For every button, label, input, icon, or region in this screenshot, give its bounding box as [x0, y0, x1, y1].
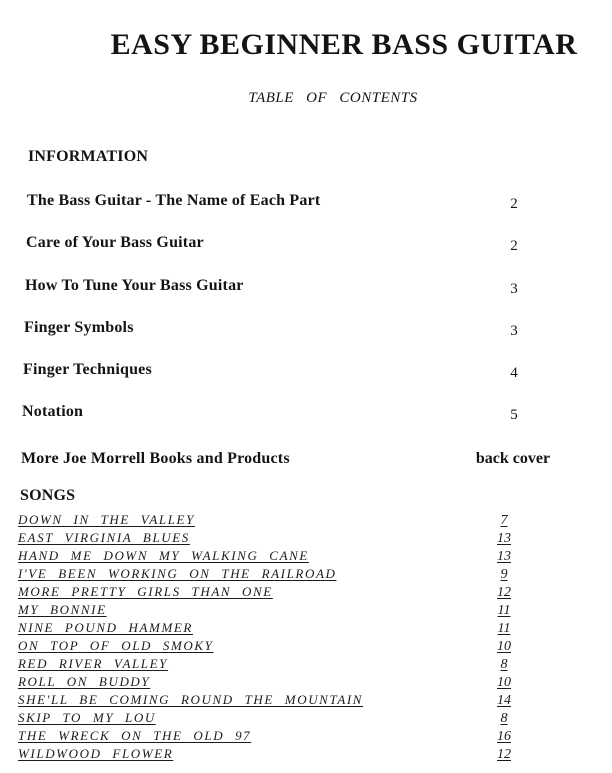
song-page: 9: [500, 567, 508, 582]
song-title: WILDWOOD FLOWER: [18, 746, 174, 761]
song-title: THE WRECK ON THE OLD 97: [18, 728, 252, 743]
toc-entry-label: Care of Your Bass Guitar: [26, 234, 204, 251]
song-title: SHE'LL BE COMING ROUND THE MOUNTAIN: [18, 692, 364, 707]
toc-entry-label: More Joe Morrell Books and Products: [21, 450, 290, 467]
song-title: EAST VIRGINIA BLUES: [18, 530, 190, 545]
toc-entry-page: 4: [510, 365, 518, 381]
song-page: 13: [497, 549, 511, 564]
song-title: DOWN IN THE VALLEY: [18, 512, 195, 527]
toc-entry-label: How To Tune Your Bass Guitar: [25, 277, 244, 294]
song-page: 12: [497, 585, 511, 600]
song-entry: [0, 584, 612, 601]
information-heading: INFORMATION: [28, 148, 149, 165]
document-subtitle: TABLE OF CONTENTS: [248, 90, 418, 106]
song-entry: [0, 638, 612, 655]
song-entry: [0, 548, 612, 565]
song-title: MORE PRETTY GIRLS THAN ONE: [18, 584, 273, 599]
song-page: 8: [500, 657, 508, 672]
song-title: ON TOP OF OLD SMOKY: [18, 638, 214, 653]
toc-entry-page: 3: [510, 281, 518, 297]
song-page: 11: [497, 603, 511, 618]
song-entry: [0, 692, 612, 709]
song-page: 16: [497, 729, 511, 744]
song-entry: [0, 566, 612, 583]
song-page: 8: [500, 711, 508, 726]
song-title: NINE POUND HAMMER: [18, 620, 193, 635]
toc-entry: [0, 403, 612, 427]
toc-entry: [0, 450, 612, 474]
toc-entry-page: 3: [510, 323, 518, 339]
song-title: I'VE BEEN WORKING ON THE RAILROAD: [18, 566, 337, 581]
song-entry: [0, 746, 612, 763]
toc-entry: [0, 361, 612, 385]
song-page: 12: [497, 747, 511, 762]
toc-entry-label: Finger Techniques: [23, 361, 152, 378]
document-title: EASY BEGINNER BASS GUITAR: [110, 28, 578, 61]
song-title: SKIP TO MY LOU: [18, 710, 156, 725]
toc-entry: [0, 192, 612, 216]
song-page: 11: [497, 621, 511, 636]
toc-entry-label: Notation: [22, 403, 84, 420]
song-entry: [0, 728, 612, 745]
song-title: HAND ME DOWN MY WALKING CANE: [18, 548, 309, 563]
song-page: 7: [500, 513, 508, 528]
song-title: ROLL ON BUDDY: [18, 674, 151, 689]
song-entry: [0, 512, 612, 529]
song-entry: [0, 530, 612, 547]
song-entry: [0, 674, 612, 691]
toc-entry-label: The Bass Guitar - The Name of Each Part: [27, 192, 321, 209]
song-page: 13: [497, 531, 511, 546]
song-page: 14: [497, 693, 511, 708]
toc-entry: [0, 234, 612, 258]
song-title: MY BONNIE: [18, 602, 107, 617]
songs-heading: SONGS: [20, 487, 76, 504]
song-entry: [0, 656, 612, 673]
toc-entry-page: 5: [510, 407, 518, 423]
toc-entry-page: back cover: [475, 450, 551, 467]
toc-entry-page: 2: [510, 238, 518, 254]
song-page: 10: [497, 639, 511, 654]
song-entry: [0, 620, 612, 637]
song-title: RED RIVER VALLEY: [18, 656, 169, 671]
song-entry: [0, 710, 612, 727]
toc-entry-label: Finger Symbols: [24, 319, 134, 336]
toc-entry: [0, 277, 612, 301]
toc-entry: [0, 319, 612, 343]
toc-entry-page: 2: [510, 196, 518, 212]
song-entry: [0, 602, 612, 619]
song-page: 10: [497, 675, 511, 690]
